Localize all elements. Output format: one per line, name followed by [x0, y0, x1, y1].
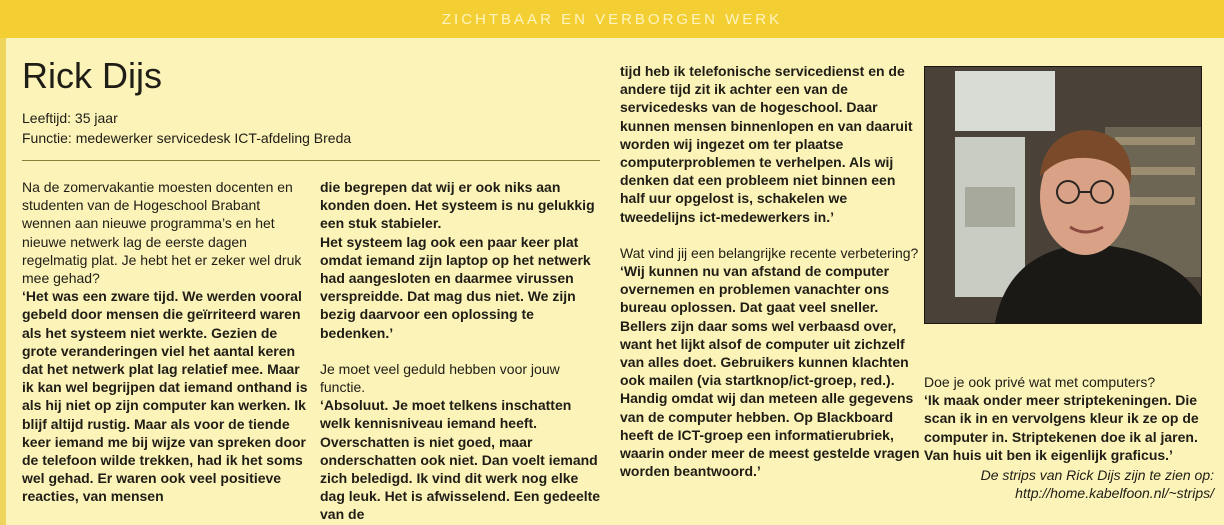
meta-age: Leeftijd: 35 jaar	[22, 110, 118, 126]
answer-paragraph: Het systeem lag ook een paar keer plat omdat iemand zijn laptop op het netwerk had aangesloten en daarmee virussen verspreidde. Dat mag dus niet. We zijn bezig daarvoor een oplossing te bedenken.’	[320, 233, 591, 341]
left-edge-strip	[0, 38, 6, 525]
question-paragraph: Wat vind jij een belangrijke recente verbetering?	[620, 244, 919, 261]
column-4	[924, 373, 1214, 464]
question-paragraph: Je moet veel geduld hebben voor jouw functie.	[320, 360, 560, 396]
question-paragraph: Na de zomervakantie moesten docenten en studenten van de Hogeschool Brabant wennen aan nieuwe programma’s en het nieuwe netwerk lag de eerste dagen regelmatig plat. Je hebt het er zeker wel druk mee gehad?	[22, 179, 302, 287]
meta-function: Functie: medewerker servicedesk ICT-afdeling Breda	[22, 130, 352, 146]
column-1	[22, 178, 312, 506]
section-banner	[0, 0, 1224, 38]
column-2	[320, 178, 602, 524]
answer-paragraph: ‘Het was een zware tijd. We werden vooral gebeld door mensen die geïrriteerd waren als het systeem niet werkte. Gezien de grote veranderingen viel het aantal keren dat het netwerk plat lag relatief mee. Maar ik kan wel begrijpen dat iemand onthand is als hij niet op zijn computer kan werken. Ik blijf altijd rustig. Maar als voor de tiende keer iemand me bij wijze van spreken door de telefoon wilde trekken, had ik het soms wel gehad. Er waren ook veel positieve reacties, van mensen	[22, 288, 308, 505]
portrait-photo	[924, 66, 1202, 324]
article-meta	[22, 108, 351, 148]
paragraph-gap	[320, 342, 602, 360]
credit-note	[924, 466, 1214, 502]
title-rule	[22, 160, 600, 161]
answer-paragraph: ‘Absoluut. Je moet telkens inschatten welk kennisniveau iemand heeft. Overschatten is niet goed, maar onderschatten ook niet. Dan voelt iemand zich beledigd. Ik vind dit werk nog elke dag leuk. Het is afwisselend. Een gedeelte van de	[320, 397, 601, 523]
column-3	[620, 62, 920, 480]
answer-paragraph: die begrepen dat wij er ook niks aan konden doen. Het systeem is nu gelukkig een stuk stabieler.	[320, 179, 595, 232]
credit-line: De strips van Rick Dijs zijn te zien op:	[980, 467, 1214, 483]
section-banner-text: ZICHTBAAR EN VERBORGEN WERK	[441, 10, 783, 28]
article	[8, 38, 1218, 525]
answer-paragraph: tijd heb ik telefonische servicedienst en de andere tijd zit ik achter een van de servicedesks van de hogeschool. Daar kunnen mensen binnenlopen en van daaruit worden wij ingezet om ter plaatse computerproblemen te verhelpen. Als wij denken dat een probleem niet binnen een half uur opgelost is, schakelen we tweedelijns ict-medewerkers in.’	[620, 63, 913, 225]
credit-url: http://home.kabelfoon.nl/~strips/	[1015, 485, 1214, 501]
answer-paragraph: ‘Ik maak onder meer striptekeningen. Die scan ik in en vervolgens kleur ik ze op de computer in. Striptekenen doe ik al jaren. Van huis uit ben ik eigenlijk graficus.’	[924, 392, 1199, 463]
portrait-illustration	[925, 67, 1201, 323]
answer-paragraph: ‘Wij kunnen nu van afstand de computer overnemen en problemen vanachter ons bureau oplossen. Dat gaat veel sneller. Bellers zijn daar soms wel verbaasd over, want het lijkt alsof de computer uit zichzelf van alles doet. Gebruikers kunnen klachten ook mailen (via startknop/ict-groep, red.). Handig omdat wij dan meteen alle gegevens van de computer hebben. Op Blackboard heeft de ICT-groep een informatierubriek, waarin onder meer de meest gestelde vragen worden beantwoord.’	[620, 263, 920, 480]
question-paragraph: Doe je ook privé wat met computers?	[924, 374, 1156, 390]
article-title: Rick Dijs	[22, 55, 162, 96]
paragraph-gap	[620, 226, 920, 244]
